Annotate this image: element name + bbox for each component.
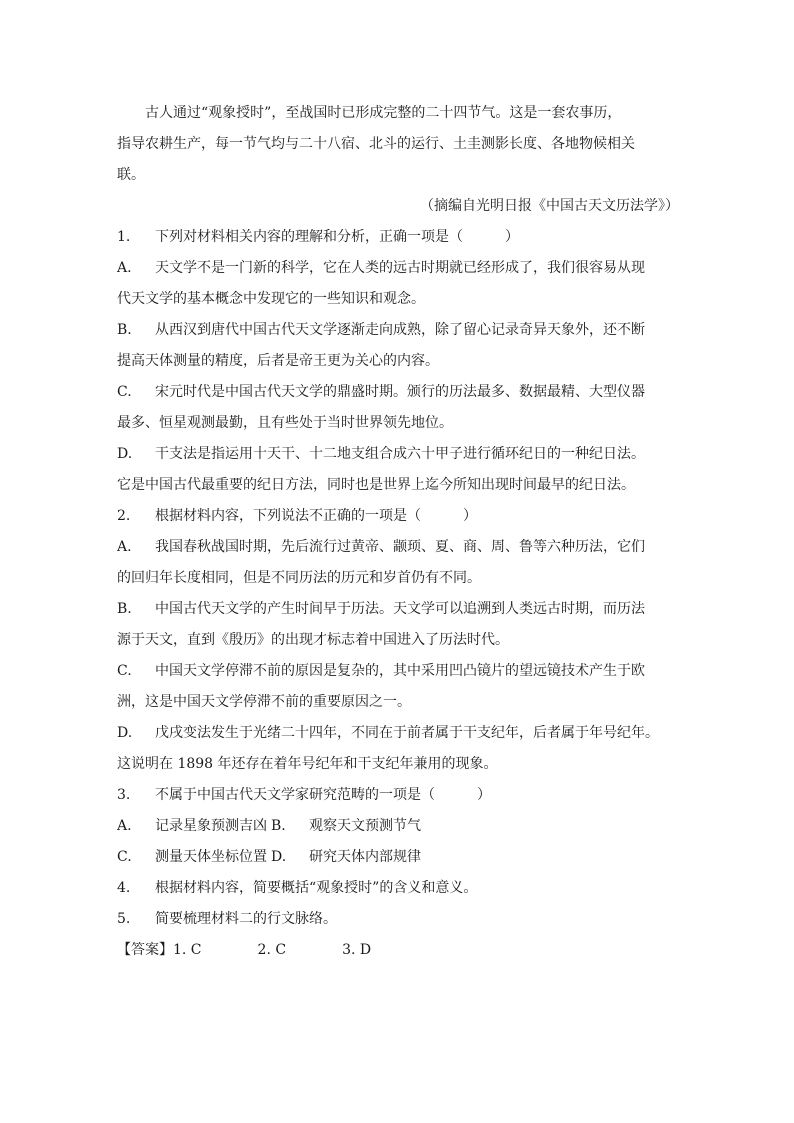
- option-label: C.: [117, 663, 132, 679]
- q1-option-a: [117, 253, 685, 284]
- q2-option-b-cont: 源于天文，直到《殷历》的出现才标志着中国进入了历法时代。: [117, 632, 509, 648]
- question-number: 5.: [117, 911, 131, 927]
- answer-item: 3. D: [342, 942, 372, 958]
- question-stem: 根据材料内容，下列说法不正确的一项是（ ）: [155, 508, 477, 524]
- question-stem: 下列对材料相关内容的理解和分析，正确一项是（ ）: [155, 229, 519, 245]
- option-label: A.: [117, 818, 132, 834]
- option-text: 研究天体内部规律: [309, 849, 421, 865]
- passage-line-3: 联。: [117, 167, 145, 183]
- q1-option-b: [117, 315, 685, 346]
- question-stem: 简要梳理材料二的行文脉络。: [155, 911, 337, 927]
- question-4: [117, 873, 685, 904]
- passage-line-1: 古人通过“观象授时”，至战国时已形成完整的二十四节气。这是一套农事历，: [145, 105, 622, 121]
- answer-item: 1. C: [173, 942, 202, 958]
- q2-option-c: [117, 656, 685, 687]
- question-3: [117, 780, 685, 811]
- question-number: 3.: [117, 787, 131, 803]
- document-page: [117, 98, 685, 966]
- option-label: D.: [117, 725, 133, 741]
- answer-heading: 【答案】: [117, 942, 173, 958]
- q2-option-b: [117, 594, 685, 625]
- passage-source: （摘编自光明日报《中国古天文历法学》）: [420, 198, 679, 214]
- q2-option-d: [117, 718, 685, 749]
- question-number: 1.: [117, 229, 131, 245]
- question-stem: 根据材料内容，简要概括“观象授时”的含义和意义。: [155, 880, 478, 896]
- q1-option-c: [117, 377, 685, 408]
- option-text: 我国春秋战国时期，先后流行过黄帝、颛顼、夏、商、周、鲁等六种历法，它们: [155, 539, 645, 555]
- q1-option-b-cont: 提高天体测量的精度，后者是帝王更为关心的内容。: [117, 353, 439, 369]
- q3-options-ab: [117, 811, 685, 842]
- q2-option-c-cont: 洲，这是中国天文学停滞不前的重要原因之一。: [117, 694, 411, 710]
- option-text: 干支法是指运用十天干、十二地支组合成六十甲子进行循环纪日的一种纪日法。: [155, 446, 645, 462]
- option-text: 记录星象预测吉凶: [155, 818, 267, 834]
- option-text: 从西汉到唐代中国古代天文学逐渐走向成熟，除了留心记录奇异天象外，还不断: [155, 322, 645, 338]
- q1-option-a-cont: 代天文学的基本概念中发现它的一些知识和观念。: [117, 291, 425, 307]
- question-5: [117, 904, 685, 935]
- passage-line-2: 指导农耕生产，每一节气均与二十八宿、北斗的运行、土圭测影长度、各地物候相关: [117, 136, 635, 152]
- question-2: [117, 501, 685, 532]
- question-stem: 不属于中国古代天文学家研究范畴的一项是（ ）: [155, 787, 491, 803]
- option-label: B.: [117, 322, 132, 338]
- option-label: A.: [117, 539, 132, 555]
- option-label: C.: [117, 384, 132, 400]
- option-text: 天文学不是一门新的科学，它在人类的远古时期就已经形成了，我们很容易从现: [155, 260, 645, 276]
- option-label: C.: [117, 849, 132, 865]
- option-text: 测量天体坐标位置: [155, 849, 267, 865]
- q1-option-c-cont: 最多、恒星观测最勤，且有些处于当时世界领先地位。: [117, 415, 453, 431]
- option-text: 戊戌变法发生于光绪二十四年，不同在于前者属于干支纪年，后者属于年号纪年。: [155, 725, 659, 741]
- option-text: 中国古代天文学的产生时间早于历法。天文学可以追溯到人类远古时期，而历法: [155, 601, 645, 617]
- q2-option-a: [117, 532, 685, 563]
- option-label: B.: [271, 818, 286, 834]
- question-number: 4.: [117, 880, 131, 896]
- option-label: D.: [117, 446, 133, 462]
- answer-item: 2. C: [257, 942, 287, 958]
- option-label: D.: [271, 849, 287, 865]
- option-text: 中国天文学停滞不前的原因是复杂的，其中采用凹凸镜片的望远镜技术产生于欧: [155, 663, 645, 679]
- option-text: 观察天文预测节气: [309, 818, 421, 834]
- q3-options-cd: [117, 842, 685, 873]
- option-text: 宋元时代是中国古代天文学的鼎盛时期。颁行的历法最多、数据最精、大型仪器: [155, 384, 645, 400]
- option-label: B.: [117, 601, 132, 617]
- option-label: A.: [117, 260, 132, 276]
- answer-line: [117, 935, 685, 966]
- q1-option-d-cont: 它是中国古代最重要的纪日方法，同时也是世界上迄今所知出现时间最早的纪日法。: [117, 477, 635, 493]
- question-number: 2.: [117, 508, 131, 524]
- q2-option-d-cont: 这说明在 1898 年还存在着年号纪年和干支纪年兼用的现象。: [117, 756, 498, 772]
- q1-option-d: [117, 439, 685, 470]
- q2-option-a-cont: 的回归年长度相同，但是不同历法的历元和岁首仍有不同。: [117, 570, 481, 586]
- question-1: [117, 222, 685, 253]
